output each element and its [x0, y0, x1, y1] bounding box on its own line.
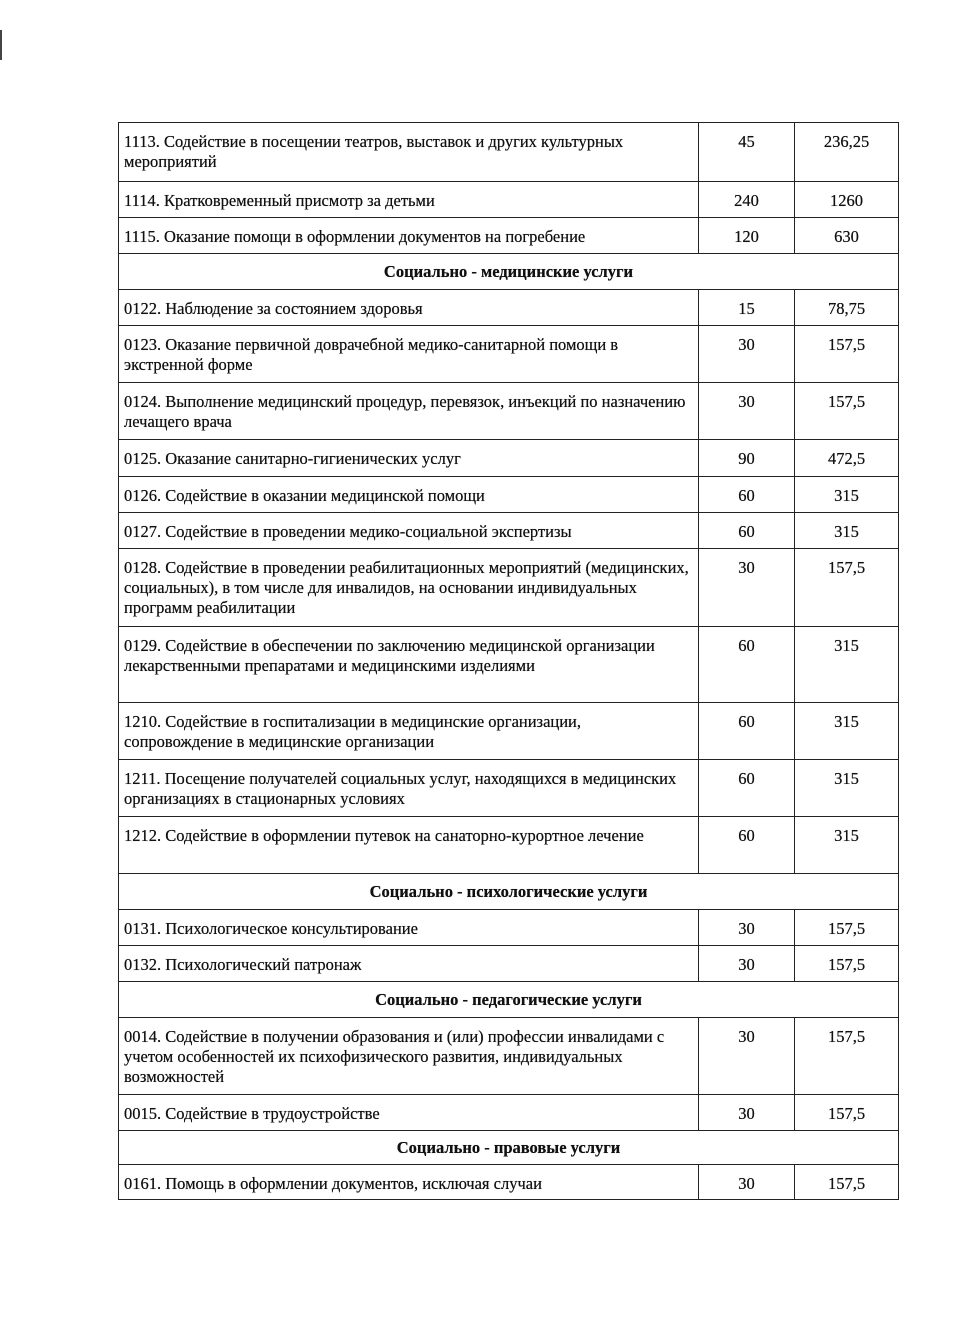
- table-row: [119, 326, 899, 383]
- price-cell: 630: [795, 218, 899, 254]
- time-cell: 60: [699, 760, 795, 817]
- service-name-cell: 1212. Содействие в оформлении путевок на санаторно-курортное лечение: [119, 817, 699, 874]
- time-cell: 60: [699, 817, 795, 874]
- service-name-cell: 0122. Наблюдение за состоянием здоровья: [119, 290, 699, 326]
- time-cell: 30: [699, 1095, 795, 1131]
- section-header-row: [119, 982, 899, 1018]
- service-name-cell: 0126. Содействие в оказании медицинской помощи: [119, 477, 699, 513]
- price-cell: 315: [795, 627, 899, 703]
- service-name-cell: 1113. Содействие в посещении театров, выставок и других культурных мероприятий: [119, 123, 699, 182]
- price-cell: 315: [795, 703, 899, 760]
- table-row: [119, 290, 899, 326]
- scan-edge-mark: [0, 30, 2, 60]
- time-cell: 60: [699, 703, 795, 760]
- time-cell: 30: [699, 1165, 795, 1200]
- price-cell: 157,5: [795, 1165, 899, 1200]
- price-cell: 157,5: [795, 946, 899, 982]
- time-cell: 30: [699, 326, 795, 383]
- table-row: [119, 910, 899, 946]
- price-cell: 157,5: [795, 383, 899, 440]
- service-name-cell: 1115. Оказание помощи в оформлении документов на погребение: [119, 218, 699, 254]
- time-cell: 90: [699, 440, 795, 477]
- table-row: [119, 627, 899, 703]
- section-header-row: [119, 874, 899, 910]
- section-title: Социально - психологические услуги: [119, 874, 899, 910]
- price-cell: 315: [795, 760, 899, 817]
- time-cell: 240: [699, 182, 795, 218]
- service-name-cell: 1211. Посещение получателей социальных услуг, находящихся в медицинских организациях в стационарных условиях: [119, 760, 699, 817]
- price-cell: 78,75: [795, 290, 899, 326]
- section-title: Социально - правовые услуги: [119, 1131, 899, 1165]
- time-cell: 30: [699, 383, 795, 440]
- time-cell: 120: [699, 218, 795, 254]
- time-cell: 60: [699, 627, 795, 703]
- table-row: [119, 513, 899, 549]
- price-cell: 157,5: [795, 1018, 899, 1095]
- services-price-table: [118, 122, 899, 1200]
- price-cell: 157,5: [795, 910, 899, 946]
- table-row: [119, 760, 899, 817]
- table-row: [119, 218, 899, 254]
- table-row: [119, 946, 899, 982]
- service-name-cell: 1114. Кратковременный присмотр за детьми: [119, 182, 699, 218]
- price-cell: 236,25: [795, 123, 899, 182]
- service-name-cell: 0129. Содействие в обеспечении по заключению медицинской организации лекарственными препаратами и медицинскими изделиями: [119, 627, 699, 703]
- time-cell: 45: [699, 123, 795, 182]
- time-cell: 15: [699, 290, 795, 326]
- time-cell: 60: [699, 513, 795, 549]
- table-row: [119, 477, 899, 513]
- table-row: [119, 1018, 899, 1095]
- service-name-cell: 0014. Содействие в получении образования и (или) профессии инвалидами с учетом особенностей их психофизического развития, индивидуальных возможностей: [119, 1018, 699, 1095]
- table-row: [119, 1165, 899, 1200]
- time-cell: 30: [699, 1018, 795, 1095]
- price-cell: 315: [795, 513, 899, 549]
- service-name-cell: 1210. Содействие в госпитализации в медицинские организации, сопровождение в медицинские организации: [119, 703, 699, 760]
- table-row: [119, 383, 899, 440]
- service-name-cell: 0125. Оказание санитарно-гигиенических услуг: [119, 440, 699, 477]
- section-title: Социально - медицинские услуги: [119, 254, 899, 290]
- table-row: [119, 1095, 899, 1131]
- time-cell: 60: [699, 477, 795, 513]
- service-name-cell: 0127. Содействие в проведении медико-социальной экспертизы: [119, 513, 699, 549]
- time-cell: 30: [699, 549, 795, 627]
- section-header-row: [119, 254, 899, 290]
- time-cell: 30: [699, 910, 795, 946]
- service-name-cell: 0124. Выполнение медицинский процедур, перевязок, инъекций по назначению лечащего врача: [119, 383, 699, 440]
- price-cell: 157,5: [795, 326, 899, 383]
- section-header-row: [119, 1131, 899, 1165]
- service-name-cell: 0128. Содействие в проведении реабилитационных мероприятий (медицинских, социальных), в том числе для инвалидов, на основании индивидуальных программ реабилитации: [119, 549, 699, 627]
- service-name-cell: 0123. Оказание первичной доврачебной медико-санитарной помощи в экстренной форме: [119, 326, 699, 383]
- table-row: [119, 123, 899, 182]
- section-title: Социально - педагогические услуги: [119, 982, 899, 1018]
- price-cell: 315: [795, 817, 899, 874]
- table-row: [119, 182, 899, 218]
- table-row: [119, 549, 899, 627]
- price-cell: 315: [795, 477, 899, 513]
- service-name-cell: 0131. Психологическое консультирование: [119, 910, 699, 946]
- price-cell: 157,5: [795, 549, 899, 627]
- service-name-cell: 0132. Психологический патронаж: [119, 946, 699, 982]
- table-body: [119, 123, 899, 1200]
- table-row: [119, 703, 899, 760]
- price-cell: 157,5: [795, 1095, 899, 1131]
- service-name-cell: 0015. Содействие в трудоустройстве: [119, 1095, 699, 1131]
- time-cell: 30: [699, 946, 795, 982]
- table-row: [119, 440, 899, 477]
- table-row: [119, 817, 899, 874]
- price-cell: 472,5: [795, 440, 899, 477]
- price-cell: 1260: [795, 182, 899, 218]
- service-name-cell: 0161. Помощь в оформлении документов, исключая случаи: [119, 1165, 699, 1200]
